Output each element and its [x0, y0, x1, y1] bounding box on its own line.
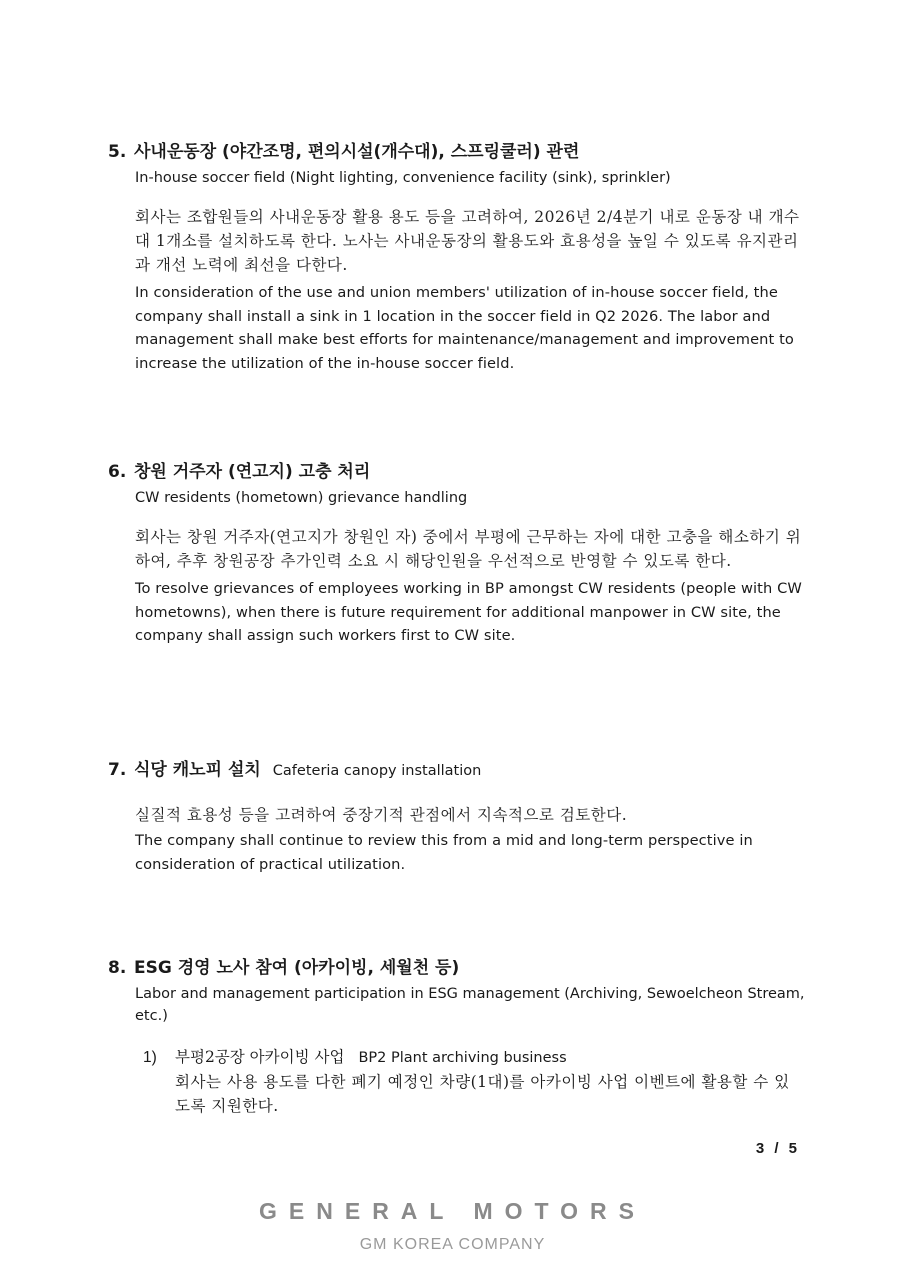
section-5-title	[108, 140, 808, 164]
sub-item-number: 1)	[143, 1049, 157, 1066]
section-body-ko: 회사는 창원 거주자(연고지가 창원인 자) 중에서 부평에 근무하는 자에 대한 고충을 해소하기 위하여, 추후 창원공장 추가인력 소요 시 해당인원을 우선적으로 반영할 수 있도록 한다.	[135, 528, 802, 570]
section-8-title	[108, 956, 808, 980]
section-body-en: The company shall continue to review this from a mid and long-term perspective in consideration of practical utilization.	[135, 832, 753, 873]
footer-subtitle: GM KOREA COMPANY	[359, 1236, 546, 1253]
sub-item-title-en: BP2 Plant archiving business	[358, 1050, 567, 1066]
section-6	[108, 460, 808, 648]
sub-item-title-ko: 부평2공장 아카이빙 사업	[175, 1048, 345, 1066]
section-8	[108, 956, 808, 1118]
sub-item-1	[143, 1045, 808, 1118]
sub-item-body-ko: 회사는 사용 용도를 다한 폐기 예정인 차량(1대)를 아카이빙 사업 이벤트에 활용할 수 있도록 지원한다.	[175, 1073, 790, 1115]
section-title-en: CW residents (hometown) grievance handling	[135, 490, 468, 506]
section-5	[108, 140, 808, 375]
page-number: 3 / 5	[755, 1140, 800, 1157]
sub-item-heading	[143, 1045, 808, 1070]
section-body-en: In consideration of the use and union members' utilization of in-house soccer field, the company shall install a sink in 1 location in the soccer field in Q2 2026. The labor and management shall make best efforts for maintenance/management and improvement to increase the utilization of the in-house soccer field.	[135, 284, 794, 372]
section-number: 6.	[108, 462, 127, 482]
section-body-en: To resolve grievances of employees working in BP amongst CW residents (people with CW hometowns), when there is future requirement for additional manpower in CW site, the company shall assign such workers first to CW site.	[135, 580, 802, 644]
section-title-en: Cafeteria canopy installation	[272, 763, 482, 779]
footer-brand-logo: GENERAL MOTORS	[259, 1198, 646, 1224]
section-title-ko: 사내운동장 (야간조명, 편의시설(개수대), 스프링쿨러) 관련	[134, 142, 580, 162]
section-body-ko: 회사는 조합원들의 사내운동장 활용 용도 등을 고려하여, 2026년 2/4분기 내로 운동장 내 개수대 1개소를 설치하도록 한다. 노사는 사내운동장의 활용도와 효용성을 높일 수 있도록 유지관리과 개선 노력에 최선을 다한다.	[135, 208, 800, 274]
section-title-en: Labor and management participation in ESG management (Archiving, Sewoelcheon Stream, etc.)	[135, 986, 805, 1024]
section-7	[108, 758, 808, 876]
section-number: 8.	[108, 958, 127, 978]
section-number: 7.	[108, 760, 127, 780]
section-title-en: In-house soccer field (Night lighting, convenience facility (sink), sprinkler)	[135, 170, 671, 186]
section-title-ko: 창원 거주자 (연고지) 고충 처리	[134, 462, 371, 482]
section-6-title	[108, 460, 808, 484]
section-number: 5.	[108, 142, 127, 162]
section-title-ko: 식당 캐노피 설치	[134, 760, 261, 780]
section-7-title	[108, 758, 808, 783]
section-body-ko: 실질적 효용성 등을 고려하여 중장기적 관점에서 지속적으로 검토한다.	[135, 806, 628, 824]
section-title-ko: ESG 경영 노사 참여 (아카이빙, 세월천 등)	[134, 958, 460, 978]
